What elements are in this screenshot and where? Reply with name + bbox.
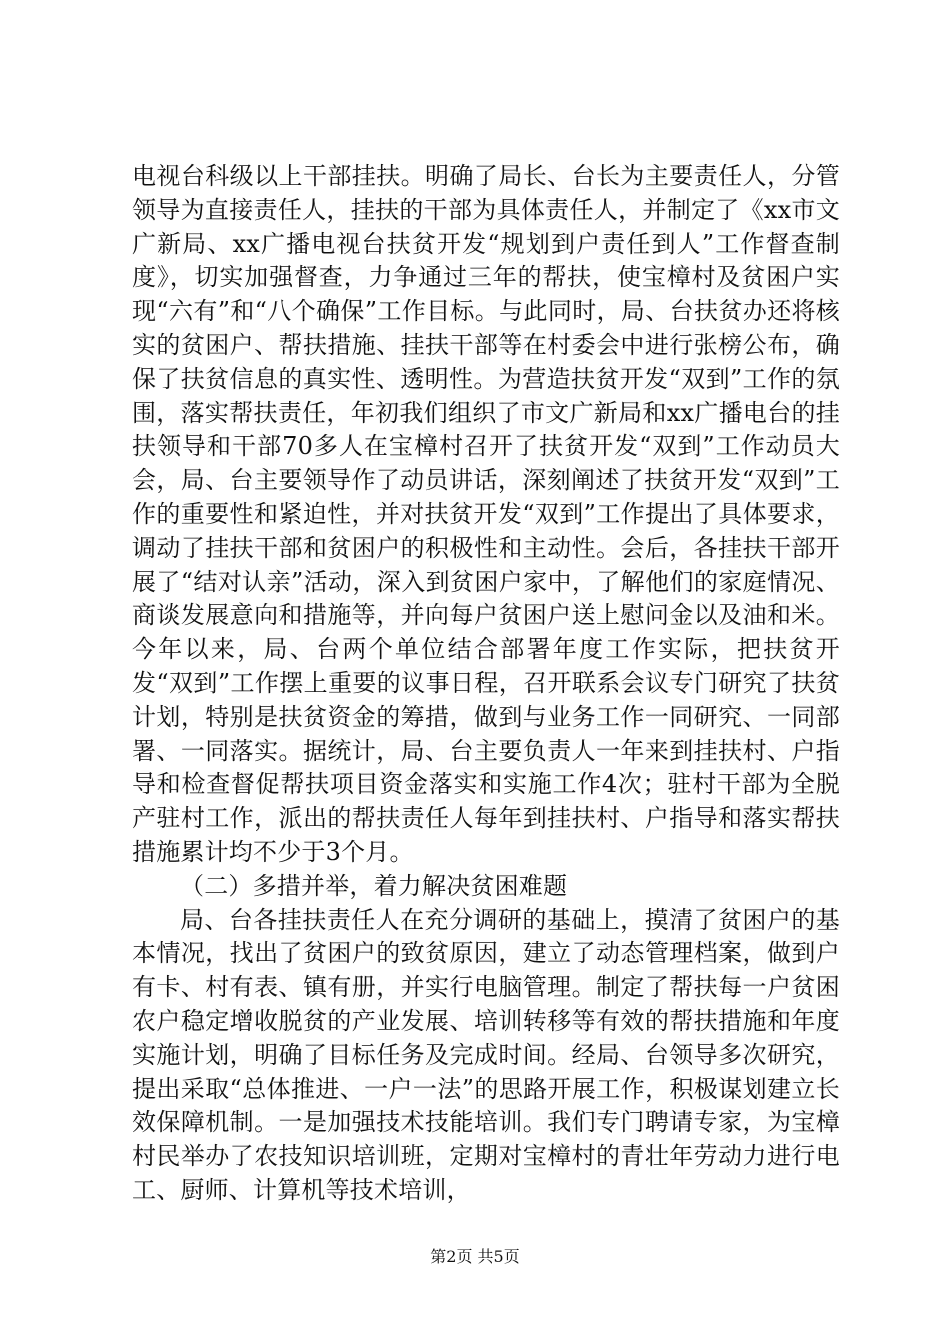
page-number-footer: 第2页 共5页 [430,1247,520,1266]
body-paragraph: 局、台各挂扶责任人在充分调研的基础上，摸清了贫困户的基本情况，找出了贫困户的致贫原因，建立了动态管理档案，做到户有卡、村有表、镇有册，并实行电脑管理。制定了帮扶每一户贫困农户稳定增收脱贫的产业发展、培训转移等有效的帮扶措施和年度实施计划，明确了目标任务及完成时间。经局、台领导多次研究，提出采取“总体推进、一户一法”的思路开展工作，积极谋划建立长效保障机制。一是加强技术技能培训。我们专门聘请专家，为宝樟村民举办了农技知识培训班，定期对宝樟村的青壮年劳动力进行电工、厨师、计算机等技术培训， [132,905,840,1204]
document-body [132,160,840,1208]
section-heading: （二）多措并举，着力解决贫困难题 [180,871,568,900]
body-paragraph-continuation: 电视台科级以上干部挂扶。明确了局长、台长为主要责任人，分管领导为直接责任人，挂扶的干部为具体责任人，并制定了《xx市文广新局、xx广播电视台扶贫开发“规划到户责任到人”工作督查制度》，切实加强督查，力争通过三年的帮扶，使宝樟村及贫困户实现“六有”和“八个确保”工作目标。与此同时，局、台扶贫办还将核实的贫困户、帮扶措施、挂扶干部等在村委会中进行张榜公布，确保了扶贫信息的真实性、透明性。为营造扶贫开发“双到”工作的氛围，落实帮扶责任，年初我们组织了市文广新局和xx广播电台的挂扶领导和干部70多人在宝樟村召开了扶贫开发“双到”工作动员大会，局、台主要领导作了动员讲话，深刻阐述了扶贫开发“双到”工作的重要性和紧迫性，并对扶贫开发“双到”工作提出了具体要求，调动了挂扶干部和贫困户的积极性和主动性。会后，各挂扶干部开展了“结对认亲”活动，深入到贫困户家中，了解他们的家庭情况、商谈发展意向和措施等，并向每户贫困户送上慰问金以及油和米。今年以来，局、台两个单位结合部署年度工作实际，把扶贫开发“双到”工作摆上重要的议事日程，召开联系会议专门研究了扶贫计划，特别是扶贫资金的筹措，做到与业务工作一同研究、一同部署、一同落实。据统计，局、台主要负责人一年来到挂扶村、户指导和检查督促帮扶项目资金落实和实施工作4次；驻村干部为全脱产驻村工作，派出的帮扶责任人每年到挂扶村、户指导和落实帮扶措施累计均不少于3个月。 [132,162,840,866]
